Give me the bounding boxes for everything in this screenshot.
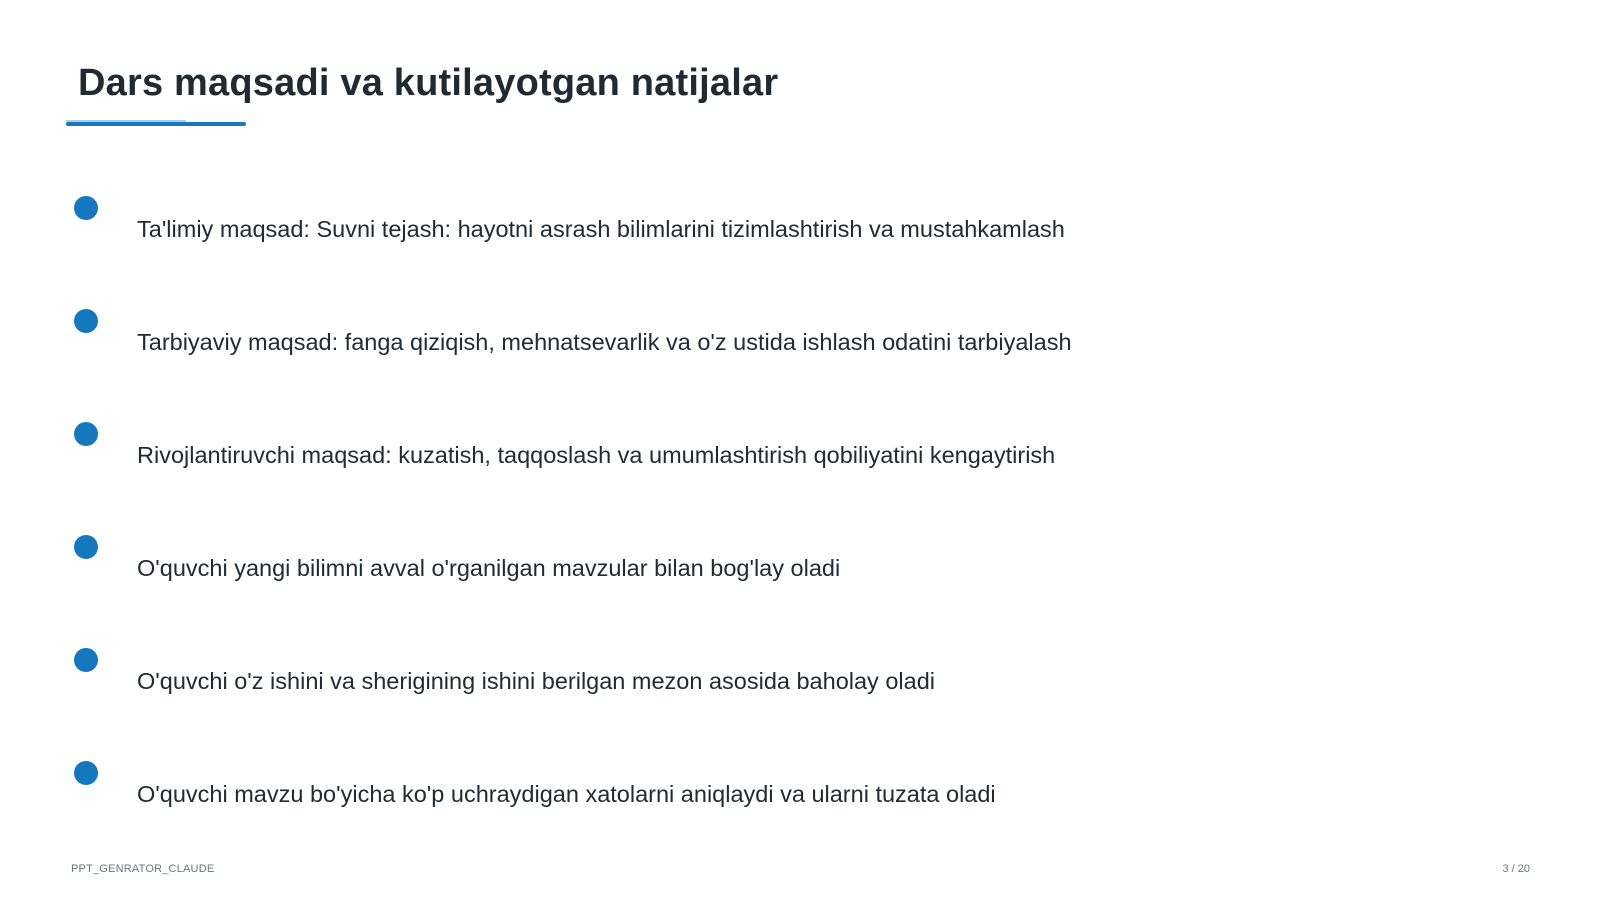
list-item xyxy=(0,196,1600,286)
bullet-dot-icon xyxy=(74,535,98,559)
bullet-dot-icon xyxy=(74,761,98,785)
list-item xyxy=(0,535,1600,625)
footer-label: PPT_GENRATOR_CLAUDE xyxy=(71,863,215,875)
bullet-text: O'quvchi o'z ishini va sherigining ishini berilgan mezon asosida baholay oladi xyxy=(137,668,935,694)
list-item xyxy=(0,309,1600,399)
slide-title: Dars maqsadi va kutilayotgan natijalar xyxy=(78,62,779,104)
bullet-text: Tarbiyaviy maqsad: fanga qiziqish, mehnatsevarlik va o'z ustida ishlash odatini tarbiyalash xyxy=(137,329,1072,355)
bullet-text: O'quvchi mavzu bo'yicha ko'p uchraydigan xatolarni aniqlaydi va ularni tuzata oladi xyxy=(137,781,996,807)
bullet-dot-icon xyxy=(74,422,98,446)
page-indicator: 3 / 20 xyxy=(1502,863,1530,875)
bullet-dot-icon xyxy=(74,648,98,672)
list-item xyxy=(0,761,1600,851)
bullet-dot-icon xyxy=(74,309,98,333)
list-item xyxy=(0,422,1600,512)
bullet-text: Rivojlantiruvchi maqsad: kuzatish, taqqoslash va umumlashtirish qobiliyatini kengaytirish xyxy=(137,442,1056,468)
bullet-text: Ta'limiy maqsad: Suvni tejash: hayotni asrash bilimlarini tizimlashtirish va mustahkamlash xyxy=(137,216,1065,242)
list-item xyxy=(0,648,1600,738)
bullet-text: O'quvchi yangi bilimni avval o'rganilgan mavzular bilan bog'lay oladi xyxy=(137,555,841,581)
bullet-dot-icon xyxy=(74,196,98,220)
